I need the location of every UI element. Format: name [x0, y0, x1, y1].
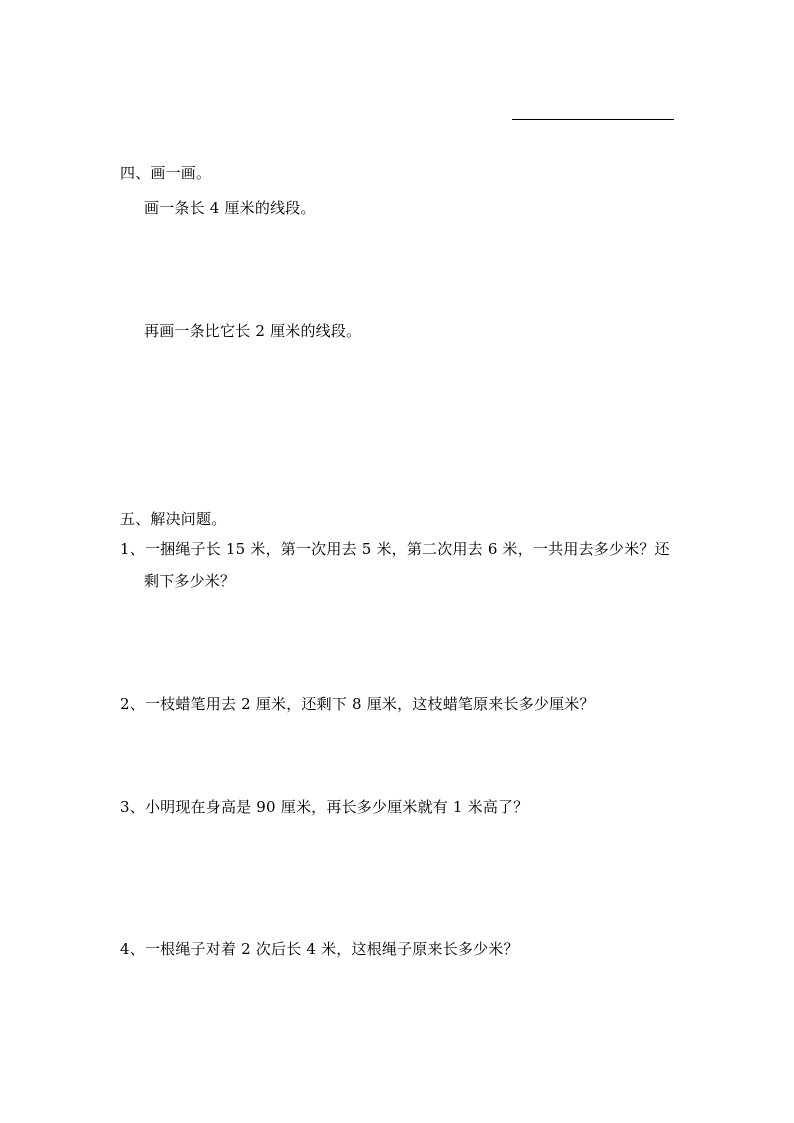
- problem-two: 2、一枝蜡笔用去 2 厘米，还剩下 8 厘米，这枝蜡笔原来长多少厘米？: [120, 695, 595, 713]
- name-blank-line: [512, 119, 674, 120]
- problem-three: 3、小明现在身高是 90 厘米，再长多少厘米就有 1 米高了？: [120, 798, 529, 816]
- draw-task-one: 画一条长 4 厘米的线段。: [144, 199, 316, 217]
- problem-one-line-two: 剩下多少米？: [144, 572, 236, 590]
- draw-task-two: 再画一条比它长 2 厘米的线段。: [144, 322, 362, 340]
- problem-one-line-one: 1、一捆绳子长 15 米，第一次用去 5 米，第二次用去 6 米，一共用去多少米？还: [120, 540, 670, 558]
- section-five-heading: 五、解决问题。: [120, 510, 227, 528]
- section-four-heading: 四、画一画。: [120, 164, 212, 182]
- problem-four: 4、一根绳子对着 2 次后长 4 米，这根绳子原来长多少米？: [120, 940, 519, 958]
